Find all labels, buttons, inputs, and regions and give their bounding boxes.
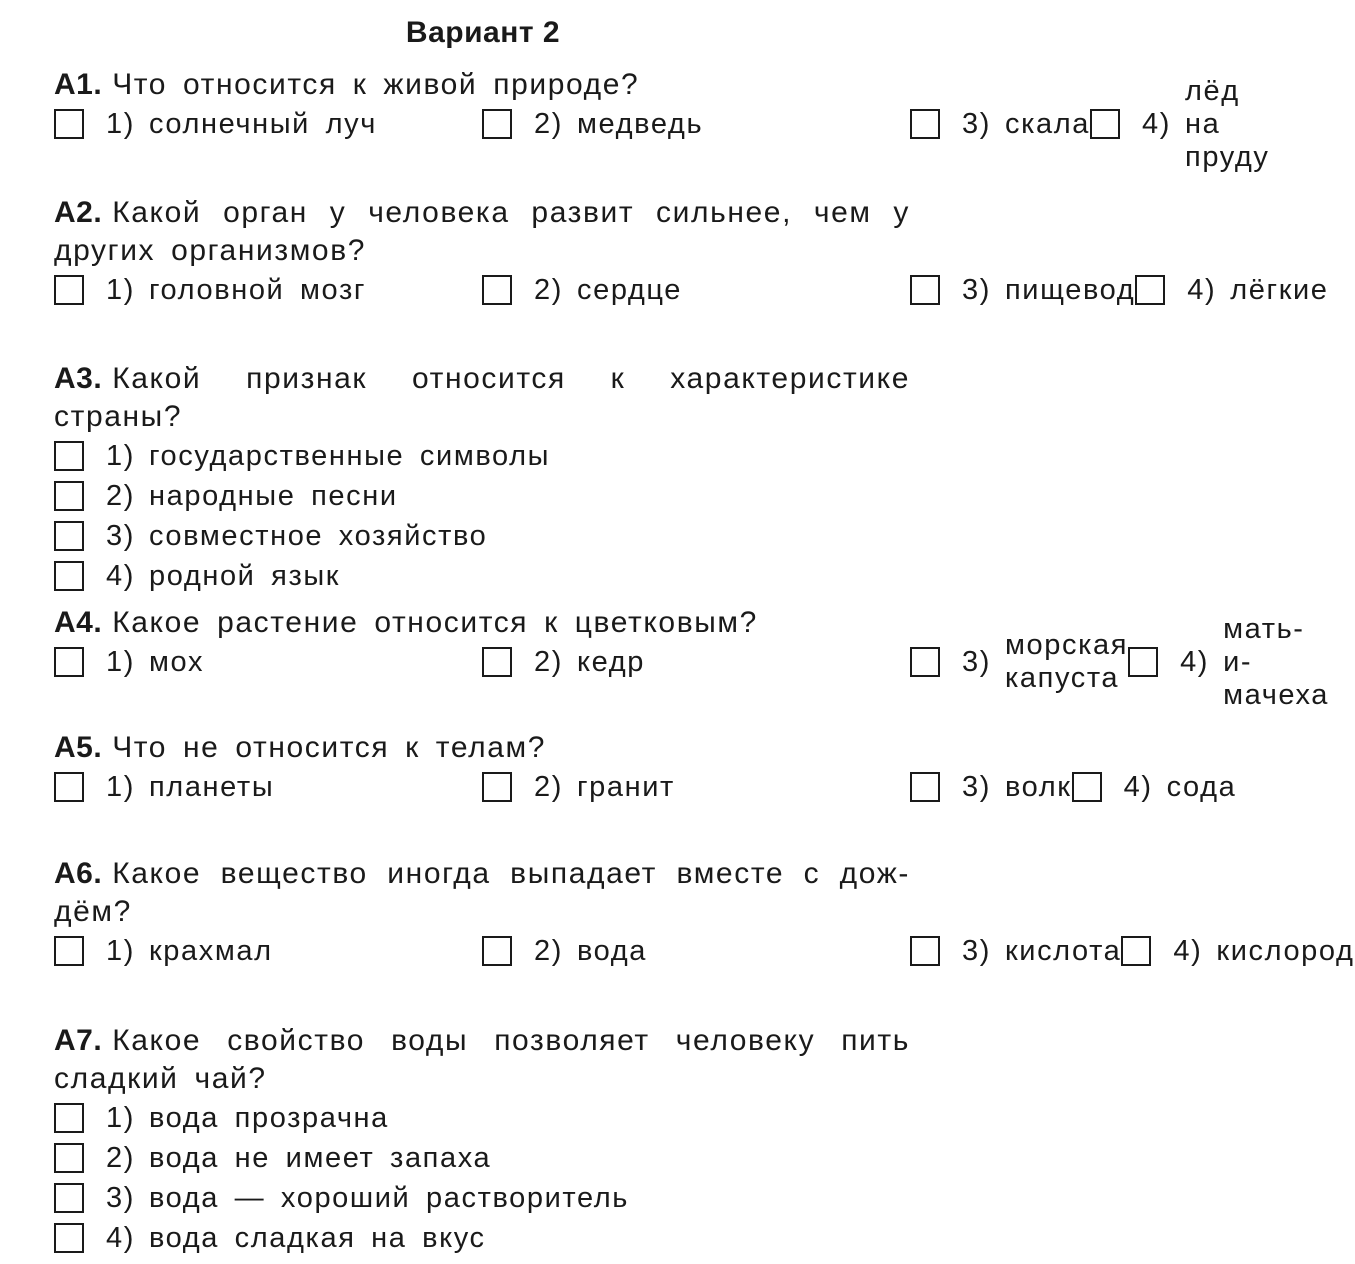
- option-label: кислота: [1005, 934, 1122, 967]
- option-number: 2): [106, 479, 135, 512]
- option-label: планеты: [149, 770, 275, 803]
- answer-option-4[interactable]: [54, 1218, 910, 1258]
- option-number: 2): [534, 645, 563, 678]
- option-label: головной мозг: [149, 273, 367, 306]
- option-label: вода сладкая на вкус: [149, 1221, 486, 1254]
- option-label: гранит: [577, 770, 675, 803]
- option-label: мать-и-мачеха: [1223, 612, 1329, 711]
- question-number: А7.: [54, 1024, 103, 1057]
- question-a7: [54, 1022, 910, 1258]
- option-label: медведь: [577, 107, 704, 140]
- answer-options: [54, 1098, 910, 1258]
- option-label: солнечный луч: [149, 107, 377, 140]
- option-number: 4): [106, 559, 135, 592]
- option-number: 2): [534, 273, 563, 306]
- answer-checkbox[interactable]: [54, 1223, 84, 1253]
- question-text: [54, 66, 910, 104]
- question-prompt: Какое растение относится к цветковым?: [112, 606, 758, 639]
- option-number: 4): [1173, 934, 1203, 967]
- option-number: 2): [106, 1141, 135, 1174]
- option-number: 4): [1142, 107, 1172, 140]
- option-label: вода прозрачна: [149, 1101, 389, 1134]
- option-number: 1): [106, 770, 135, 803]
- option-number: 1): [106, 645, 135, 678]
- answer-option-1[interactable]: [54, 642, 482, 682]
- answer-checkbox[interactable]: [54, 441, 84, 471]
- question-number: А4.: [54, 606, 103, 639]
- answer-option-3[interactable]: [910, 270, 1135, 310]
- answer-checkbox[interactable]: [1072, 772, 1102, 802]
- answer-checkbox[interactable]: [54, 936, 84, 966]
- answer-option-3[interactable]: [54, 516, 910, 556]
- answer-option-4[interactable]: [1072, 767, 1237, 807]
- question-number: А3.: [54, 362, 103, 395]
- option-label: мох: [149, 645, 205, 678]
- question-text: [54, 194, 910, 270]
- answer-checkbox[interactable]: [1121, 936, 1151, 966]
- question-a5: [54, 729, 1237, 807]
- answer-option-4[interactable]: [1128, 612, 1329, 711]
- answer-checkbox[interactable]: [482, 109, 512, 139]
- answer-option-2[interactable]: [54, 476, 910, 516]
- variant-title: Вариант 2: [405, 16, 561, 49]
- option-number: 4): [1187, 273, 1217, 306]
- answer-option-1[interactable]: [54, 436, 910, 476]
- answer-checkbox[interactable]: [910, 772, 940, 802]
- answer-checkbox[interactable]: [1090, 109, 1120, 139]
- question-number: А2.: [54, 196, 103, 229]
- option-label: пищевод: [1005, 273, 1136, 306]
- question-number: А6.: [54, 857, 103, 890]
- answer-option-3[interactable]: [910, 104, 1090, 144]
- question-text: [54, 729, 910, 767]
- question-prompt: Какой орган у человека развит сильнее, чем у других организмов?: [54, 196, 910, 267]
- answer-option-3[interactable]: [54, 1178, 910, 1218]
- question-prompt: Что относится к живой природе?: [112, 68, 640, 101]
- option-label: кедр: [577, 645, 645, 678]
- option-number: 3): [106, 519, 135, 552]
- option-number: 3): [962, 934, 991, 967]
- option-label: скала: [1005, 107, 1091, 140]
- option-label: кислород: [1216, 934, 1355, 967]
- question-prompt: Что не относится к телам?: [112, 731, 547, 764]
- answer-checkbox[interactable]: [54, 1183, 84, 1213]
- answer-option-1[interactable]: [54, 104, 482, 144]
- answer-checkbox[interactable]: [1128, 647, 1158, 677]
- answer-checkbox[interactable]: [482, 936, 512, 966]
- answer-checkbox[interactable]: [910, 647, 940, 677]
- option-label: морская капуста: [1005, 629, 1129, 694]
- question-a1: [54, 66, 1270, 173]
- option-label: совместное хозяйство: [149, 519, 488, 552]
- answer-options: [54, 767, 1237, 807]
- answer-option-2[interactable]: [482, 767, 910, 807]
- option-number: 3): [106, 1181, 135, 1214]
- answer-options: [54, 270, 1329, 310]
- question-text: [54, 604, 910, 642]
- question-text: [54, 360, 910, 436]
- option-number: 1): [106, 1101, 135, 1134]
- question-a3: [54, 360, 910, 596]
- question-number: А1.: [54, 68, 103, 101]
- answer-options: [54, 436, 910, 596]
- answer-checkbox[interactable]: [482, 275, 512, 305]
- question-text: [54, 1022, 910, 1098]
- question-a4: [54, 604, 1329, 711]
- question-a2: [54, 194, 1329, 310]
- answer-option-1[interactable]: [54, 270, 482, 310]
- answer-checkbox[interactable]: [54, 561, 84, 591]
- answer-option-2[interactable]: [54, 1138, 910, 1178]
- answer-checkbox[interactable]: [482, 772, 512, 802]
- answer-option-1[interactable]: [54, 1098, 910, 1138]
- option-label: крахмал: [149, 934, 273, 967]
- option-number: 2): [534, 770, 563, 803]
- answer-option-4[interactable]: [1121, 931, 1354, 971]
- question-prompt: Какое вещество иногда выпадает вместе с дож-дём?: [54, 857, 910, 928]
- answer-checkbox[interactable]: [54, 647, 84, 677]
- option-number: 4): [1123, 770, 1153, 803]
- option-number: 4): [1180, 645, 1210, 678]
- answer-checkbox[interactable]: [910, 936, 940, 966]
- option-number: 1): [106, 107, 135, 140]
- answer-checkbox[interactable]: [54, 1143, 84, 1173]
- question-a6: [54, 855, 1355, 971]
- answer-option-2[interactable]: [482, 642, 910, 682]
- answer-option-3[interactable]: [910, 629, 1129, 694]
- answer-checkbox[interactable]: [54, 521, 84, 551]
- question-text: [54, 855, 910, 931]
- answer-option-1[interactable]: [54, 931, 482, 971]
- answer-option-4[interactable]: [1135, 270, 1328, 310]
- option-number: 2): [534, 934, 563, 967]
- question-number: А5.: [54, 731, 103, 764]
- option-number: 2): [534, 107, 563, 140]
- answer-option-4[interactable]: [54, 556, 910, 596]
- option-label: государственные символы: [149, 439, 551, 472]
- answer-checkbox[interactable]: [910, 275, 940, 305]
- answer-checkbox[interactable]: [54, 275, 84, 305]
- option-number: 1): [106, 273, 135, 306]
- answer-checkbox[interactable]: [54, 481, 84, 511]
- option-label: вода: [577, 934, 648, 967]
- option-number: 3): [962, 770, 991, 803]
- answer-checkbox[interactable]: [482, 647, 512, 677]
- option-label: лёгкие: [1230, 273, 1329, 306]
- option-number: 1): [106, 934, 135, 967]
- answer-checkbox[interactable]: [910, 109, 940, 139]
- answer-option-2[interactable]: [482, 931, 910, 971]
- option-label: сода: [1166, 770, 1237, 803]
- answer-option-1[interactable]: [54, 767, 482, 807]
- option-number: 3): [962, 273, 991, 306]
- option-number: 3): [962, 645, 991, 678]
- answer-options: [54, 931, 1355, 971]
- answer-option-4[interactable]: [1090, 74, 1270, 173]
- option-number: 4): [106, 1221, 135, 1254]
- question-prompt: Какой признак относится к характеристике страны?: [54, 362, 910, 433]
- answer-option-2[interactable]: [482, 104, 910, 144]
- option-label: волк: [1005, 770, 1072, 803]
- option-number: 1): [106, 439, 135, 472]
- option-label: сердце: [577, 273, 683, 306]
- question-prompt: Какое свойство воды позволяет человеку пить сладкий чай?: [54, 1024, 910, 1095]
- answer-checkbox[interactable]: [54, 772, 84, 802]
- answer-checkbox[interactable]: [1135, 275, 1165, 305]
- answer-checkbox[interactable]: [54, 109, 84, 139]
- option-label: лёд на пруду: [1185, 74, 1270, 173]
- answer-option-3[interactable]: [910, 931, 1121, 971]
- answer-option-3[interactable]: [910, 767, 1072, 807]
- answer-checkbox[interactable]: [54, 1103, 84, 1133]
- option-label: родной язык: [149, 559, 341, 592]
- option-number: 3): [962, 107, 991, 140]
- answer-option-2[interactable]: [482, 270, 910, 310]
- option-label: народные песни: [149, 479, 398, 512]
- option-label: вода — хороший растворитель: [149, 1181, 629, 1214]
- option-label: вода не имеет запаха: [149, 1141, 492, 1174]
